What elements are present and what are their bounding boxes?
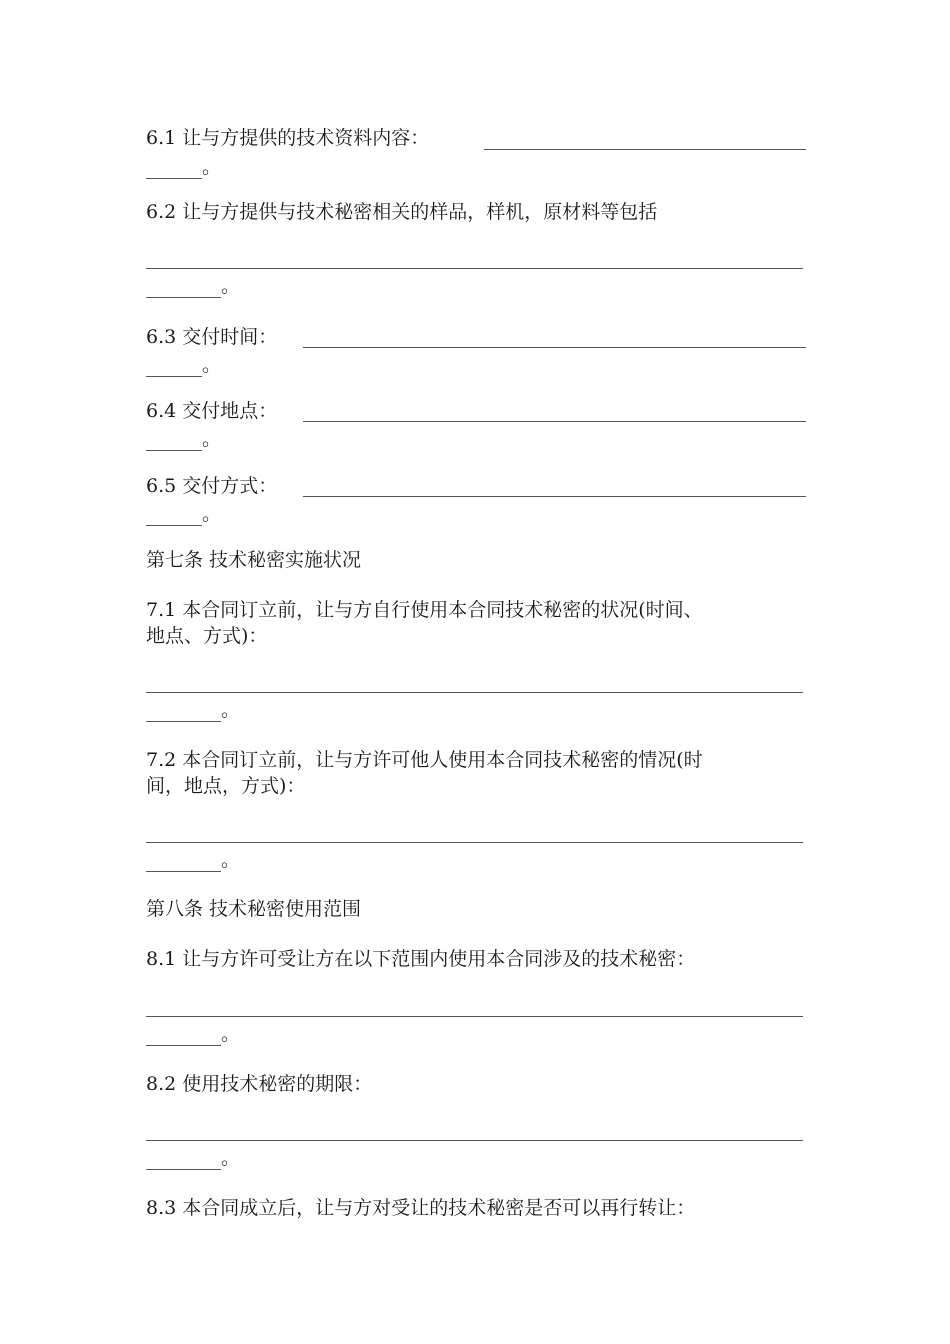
fill-blank-end-7-1: 。 [146, 698, 240, 722]
fill-blank-6-3[interactable] [303, 347, 806, 348]
clause-7-1-line-2: 地点、方式)： [146, 625, 268, 647]
clause-6-4: 6.4 交付地点： [146, 400, 278, 422]
clause-6-2: 6.2 让与方提供与技术秘密相关的样品，样机，原材料等包括 [146, 201, 658, 223]
fill-blank-8-2[interactable] [146, 1140, 803, 1141]
fill-blank-6-1[interactable] [484, 149, 806, 150]
fill-blank-end-6-5: 。 [146, 502, 221, 526]
fill-blank-end-8-1: 。 [146, 1022, 240, 1046]
fill-blank-end-8-2: 。 [146, 1146, 240, 1170]
clause-6-5: 6.5 交付方式： [146, 475, 278, 497]
fill-blank-end-7-2: 。 [146, 848, 240, 872]
fill-blank-end-6-2: 。 [146, 274, 240, 298]
article-8-heading: 第八条 技术秘密使用范围 [146, 898, 362, 920]
clause-7-2-line-1: 7.2 本合同订立前，让与方许可他人使用本合同技术秘密的情况(时 [146, 749, 703, 771]
fill-blank-6-2[interactable] [146, 268, 803, 269]
fill-blank-end-6-3: 。 [146, 353, 221, 377]
clause-7-1-line-1: 7.1 本合同订立前，让与方自行使用本合同技术秘密的状况(时间、 [146, 599, 703, 621]
fill-blank-7-1[interactable] [146, 692, 803, 693]
fill-blank-6-5[interactable] [303, 496, 806, 497]
clause-8-3: 8.3 本合同成立后，让与方对受让的技术秘密是否可以再行转让： [146, 1197, 696, 1219]
clause-8-1: 8.1 让与方许可受让方在以下范围内使用本合同涉及的技术秘密： [146, 948, 696, 970]
article-7-heading: 第七条 技术秘密实施状况 [146, 549, 362, 571]
clause-6-3: 6.3 交付时间： [146, 326, 278, 348]
fill-blank-end-6-1: 。 [146, 155, 221, 179]
fill-blank-end-6-4: 。 [146, 427, 221, 451]
fill-blank-8-1[interactable] [146, 1016, 803, 1017]
clause-7-2-line-2: 间，地点，方式)： [146, 775, 306, 797]
clause-6-1: 6.1 让与方提供的技术资料内容： [146, 127, 430, 149]
fill-blank-6-4[interactable] [303, 421, 806, 422]
fill-blank-7-2[interactable] [146, 842, 803, 843]
clause-8-2: 8.2 使用技术秘密的期限： [146, 1073, 373, 1095]
